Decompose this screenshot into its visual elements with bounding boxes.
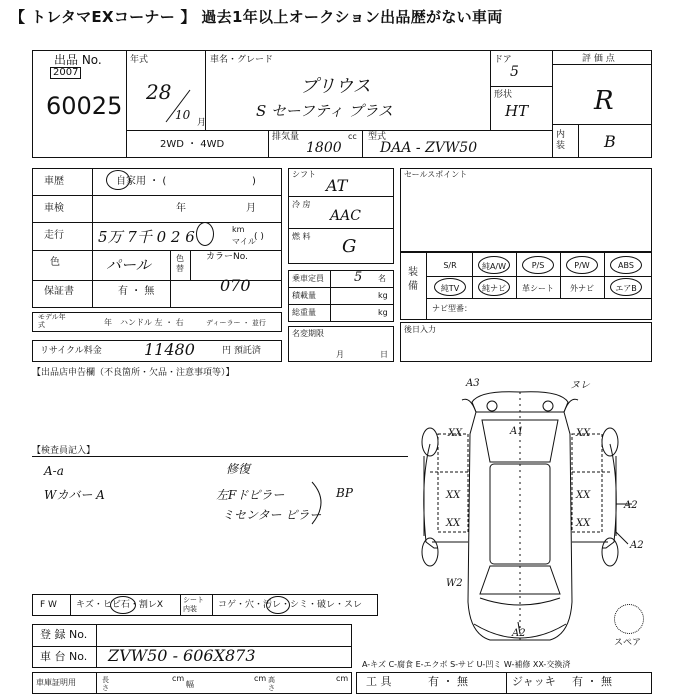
sales-point-label: セールスポイント bbox=[404, 170, 468, 179]
after-input-box bbox=[400, 322, 652, 362]
header-title: 【 トレタマEXコーナー 】 過去1年以上オークション出品歴がない車両 bbox=[10, 8, 503, 26]
equipment-circle bbox=[610, 278, 642, 296]
lot-label: 出品 No. bbox=[54, 53, 102, 67]
mileage-paren: ( ) bbox=[254, 232, 264, 242]
equipment-label: 装備 bbox=[408, 267, 418, 292]
equipment-circle bbox=[566, 256, 598, 274]
reg-deadline-label: 名変期限 bbox=[292, 329, 324, 338]
equipment-divider bbox=[516, 276, 517, 298]
mark-a2-right: A2 bbox=[624, 500, 638, 511]
year-slash bbox=[160, 88, 200, 124]
year-month-unit: 月 bbox=[197, 118, 207, 128]
mileage-unit: km bbox=[232, 225, 245, 234]
mileage-circle bbox=[196, 222, 214, 246]
equipment-item: 外ナビ bbox=[570, 284, 594, 293]
shape-value: HT bbox=[505, 102, 529, 120]
mark-xx-6: XX bbox=[576, 518, 591, 529]
ac-value: AAC bbox=[330, 208, 361, 224]
after-input-label: 後日入力 bbox=[404, 325, 436, 334]
doors-value: 5 bbox=[510, 64, 519, 80]
capacity-unit: 名 bbox=[378, 274, 386, 283]
chassis-value: ZVW50 - 606X873 bbox=[108, 646, 256, 665]
seat-value: コゲ・穴・汚レ・シミ・破レ・スレ bbox=[218, 600, 363, 610]
equipment-item: ABS bbox=[618, 261, 634, 270]
year-value: 28 bbox=[146, 80, 172, 104]
equipment-circle bbox=[434, 278, 466, 296]
interior-label: 内装 bbox=[556, 130, 566, 151]
mark-a2-front: A2 bbox=[512, 628, 526, 639]
recycle-value: 11480 bbox=[144, 340, 195, 359]
equipment-circle bbox=[522, 256, 554, 274]
dealer-notes-label: 【出品店申告欄（不良箇所・欠品・注意事項等）】 bbox=[32, 368, 235, 378]
equipment-divider bbox=[560, 252, 561, 276]
inspector-note-2: Wカバー A bbox=[44, 488, 105, 502]
inspector-note-1: A-a bbox=[44, 464, 64, 478]
equipment-item: 純ナビ bbox=[482, 284, 506, 293]
car-diagram bbox=[410, 372, 660, 652]
equipment-divider bbox=[516, 252, 517, 276]
load-unit: kg bbox=[378, 291, 388, 300]
shift-label: シフト bbox=[292, 170, 316, 179]
inspection-label: 車検 bbox=[44, 203, 64, 214]
color-code-label: カラーNo. bbox=[206, 252, 248, 262]
equipment-circle bbox=[610, 256, 642, 274]
displacement-value: 1800 bbox=[306, 140, 342, 156]
mileage-label: 走行 bbox=[44, 230, 64, 241]
mark-a3: A3 bbox=[466, 378, 480, 389]
model-value: DAA - ZVW50 bbox=[380, 140, 478, 156]
shape-label: 形状 bbox=[494, 90, 513, 100]
rating-value: R bbox=[594, 86, 614, 116]
equipment-item: S/R bbox=[443, 261, 457, 270]
interior-value: B bbox=[604, 132, 616, 151]
car-name: プリウス bbox=[300, 76, 371, 97]
car-name-label: 車名・グレード bbox=[210, 55, 274, 65]
mark-xx-3: XX bbox=[446, 490, 461, 501]
mark-nure: ヌレ bbox=[570, 380, 590, 391]
model-year-label: モデル年式 bbox=[38, 313, 66, 329]
mark-xx-4: XX bbox=[576, 490, 591, 501]
fw-value: キズ・ヒビ石・割レX bbox=[76, 600, 163, 610]
jack-label: ジャッキ bbox=[512, 675, 556, 688]
recycle-unit: 円 預託済 bbox=[222, 346, 261, 356]
lot-number: 60025 bbox=[46, 92, 123, 120]
model-year-unit: 年 bbox=[104, 318, 112, 327]
inspector-repair: 修復 bbox=[226, 462, 251, 476]
color-change-label: 色替 bbox=[176, 254, 184, 273]
inspector-pillar-1: 左Fドピラー bbox=[216, 488, 285, 502]
equipment-item: 純A/W bbox=[481, 262, 507, 271]
bracket-mark bbox=[308, 480, 334, 526]
equipment-circle bbox=[478, 256, 510, 274]
warranty-label: 保証書 bbox=[44, 286, 74, 297]
mark-a2-side: A2 bbox=[630, 540, 644, 551]
cert-len: 長さ bbox=[102, 676, 109, 692]
cert-wid-unit: cm bbox=[254, 674, 267, 683]
mark-xx-2: XX bbox=[576, 428, 591, 439]
color-code: 070 bbox=[220, 276, 251, 295]
color-value: パール bbox=[106, 256, 151, 274]
history-label: 車歴 bbox=[44, 176, 64, 187]
fuel-label: 燃 料 bbox=[292, 232, 311, 241]
equipment-item: 革シート bbox=[522, 284, 554, 293]
year-label: 年式 bbox=[130, 55, 149, 65]
equipment-item: P/W bbox=[574, 261, 590, 270]
equipment-divider bbox=[604, 252, 605, 276]
cert-hgt: 高さ bbox=[268, 676, 275, 692]
equipment-divider bbox=[472, 252, 473, 276]
equipment-divider bbox=[604, 276, 605, 298]
cert-wid: 幅 bbox=[186, 680, 194, 689]
warranty-value: 有 ・ 無 bbox=[118, 286, 155, 297]
model-label: 型式 bbox=[368, 132, 387, 142]
mark-a1: A1 bbox=[510, 426, 524, 437]
sales-point-box bbox=[400, 168, 652, 252]
seat-label: シート内装 bbox=[183, 596, 204, 613]
chassis-label: 車 台 No. bbox=[40, 650, 88, 663]
inspection-month: 月 bbox=[246, 203, 256, 214]
damage-legend: A-キズ C-腐食 E-エクボ S-サビ U-凹ミ W-補修 XX-交換済 bbox=[362, 660, 571, 669]
cert-hgt-unit: cm bbox=[336, 674, 349, 683]
handle-value: ハンドル 左 ・ 右 bbox=[120, 318, 184, 327]
displacement-unit: cc bbox=[348, 132, 357, 141]
dealer-value: ディーラー ・ 並行 bbox=[206, 319, 266, 327]
lot-year-stamp: 2007 bbox=[50, 67, 81, 79]
doors-label: ドア bbox=[494, 55, 512, 65]
gross-unit: kg bbox=[378, 308, 388, 317]
seat-circle bbox=[266, 596, 290, 614]
registration-label: 登 録 No. bbox=[40, 628, 88, 641]
reg-deadline-day: 日 bbox=[380, 350, 388, 359]
mileage-value: 5万 7千 0 2 6 bbox=[98, 228, 195, 246]
equipment-item: 純TV bbox=[440, 284, 460, 293]
fw-label: F W bbox=[40, 600, 57, 610]
mark-xx-1: XX bbox=[448, 428, 463, 439]
inspector-label: 【検査員記入】 bbox=[32, 446, 96, 456]
capacity-label: 乗車定員 bbox=[292, 274, 324, 283]
displacement-label: 排気量 bbox=[272, 132, 300, 142]
equipment-divider bbox=[560, 276, 561, 298]
inspector-bp: BP bbox=[336, 486, 353, 500]
mark-xx-5: XX bbox=[446, 518, 461, 529]
spare-label: スペア bbox=[614, 638, 642, 648]
mileage-unit2: マイル bbox=[232, 237, 256, 246]
load-label: 積載量 bbox=[292, 291, 316, 300]
history-circle bbox=[106, 170, 130, 190]
fuel-value: G bbox=[342, 236, 357, 257]
history-close: ) bbox=[252, 176, 256, 187]
capacity-value: 5 bbox=[354, 270, 363, 285]
year-month: 10 bbox=[175, 108, 191, 122]
mark-w2: W2 bbox=[446, 578, 463, 589]
shift-value: AT bbox=[326, 176, 348, 195]
equipment-circle bbox=[478, 278, 510, 296]
fw-circle bbox=[110, 596, 136, 614]
jack-value: 有 ・ 無 bbox=[572, 675, 612, 688]
tools-label: 工 具 bbox=[366, 675, 392, 688]
tools-value: 有 ・ 無 bbox=[428, 675, 468, 688]
recycle-label: リサイクル料金 bbox=[40, 346, 102, 356]
cert-label: 車庫証明用 bbox=[36, 678, 76, 687]
gross-label: 総重量 bbox=[292, 308, 316, 317]
equipment-item: P/S bbox=[531, 261, 545, 270]
cert-len-unit: cm bbox=[172, 674, 185, 683]
reg-deadline-month: 月 bbox=[336, 350, 344, 359]
car-grade: S セーフティ プラス bbox=[256, 102, 393, 120]
equipment-divider bbox=[472, 276, 473, 298]
rating-label: 評 価 点 bbox=[582, 54, 615, 64]
history-value: 自家用 ・ ( bbox=[116, 176, 167, 187]
equipment-item: エアB bbox=[615, 284, 637, 293]
color-label: 色 bbox=[50, 257, 60, 268]
ac-label: 冷 房 bbox=[292, 200, 311, 209]
inspector-pillar-2: ミセンター ピラー bbox=[222, 508, 322, 522]
navi-label: ナビ型番： bbox=[432, 304, 472, 313]
inspection-year: 年 bbox=[176, 203, 186, 214]
drive-value: 2WD ・ 4WD bbox=[160, 139, 225, 150]
